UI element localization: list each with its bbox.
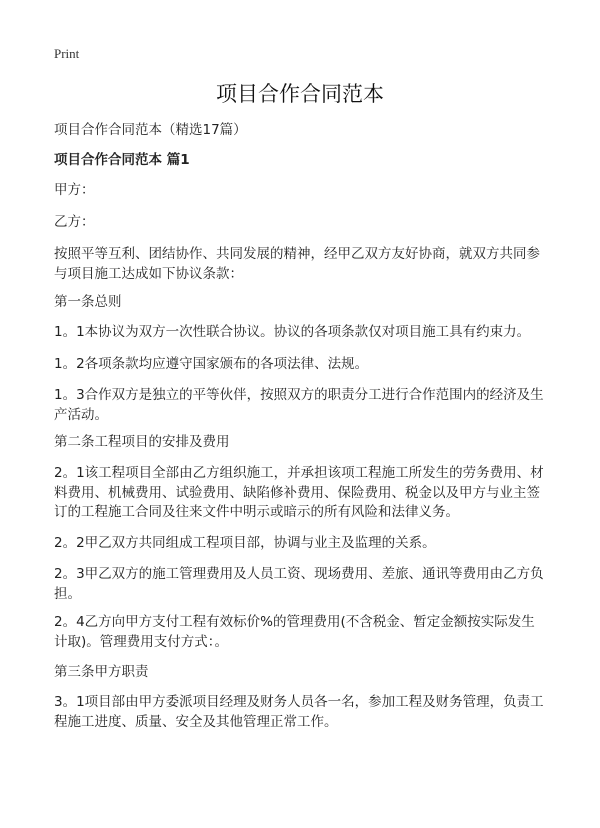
paragraph-line: 1。2各项条款均应遵守国家颁布的各项法律、法规。 xyxy=(54,356,369,372)
paragraph-line: 第一条总则 xyxy=(54,294,122,310)
paragraph xyxy=(54,613,535,652)
paragraph xyxy=(54,245,540,284)
paragraph-line: 甲方： xyxy=(54,182,95,198)
paragraph-line: 程施工进度、质量、安全及其他管理正常工作。 xyxy=(54,713,338,730)
paragraph-line: 1。1本协议为双方一次性联合协议。协议的各项条款仅对项目施工具有约束力。 xyxy=(54,324,531,340)
paragraph-line: 2。3甲乙双方的施工管理费用及人员工资、现场费用、差旅、通讯等费用由乙方负 xyxy=(54,566,544,582)
paragraph xyxy=(54,464,544,523)
paragraph-line: 订的工程施工合同及往来文件中明示或暗示的所有风险和法律义务。 xyxy=(54,504,459,520)
paragraph xyxy=(54,663,149,683)
paragraph xyxy=(54,323,530,343)
paragraph-line: 1。3合作双方是独立的平等伙伴，按照双方的职责分工进行合作范围内的经济及生 xyxy=(54,387,544,403)
paragraph xyxy=(54,565,544,604)
paragraph xyxy=(54,181,95,201)
paragraph-line: 按照平等互利、团结协作、共同发展的精神，经甲乙双方友好协商，就双方共同参 xyxy=(54,246,540,262)
paragraph-line: 计取)。管理费用支付方式：。 xyxy=(54,633,229,650)
paragraph-line: 2。4乙方向甲方支付工程有效标价%的管理费用(不含税金、暂定金额按实际发生 xyxy=(54,614,535,630)
paragraph xyxy=(54,693,544,732)
print-link[interactable]: Print xyxy=(54,46,80,61)
paragraph xyxy=(54,386,544,425)
paragraph-line: 乙方： xyxy=(54,214,95,230)
paragraph xyxy=(54,355,368,375)
paragraph-line: 第三条甲方职责 xyxy=(54,664,149,680)
document-subtitle: 项目合作合同范本（精选17篇） xyxy=(54,122,247,138)
paragraph-line: 3。1项目部由甲方委派项目经理及财务人员各一名，参加工程及财务管理，负责工 xyxy=(54,694,544,710)
paragraph-line: 担。 xyxy=(54,585,81,602)
paragraph-line: 2。2甲乙双方共同组成工程项目部，协调与业主及监理的关系。 xyxy=(54,535,436,551)
section-heading: 项目合作合同范本 篇1 xyxy=(54,152,190,168)
paragraph xyxy=(54,433,230,453)
paragraph-line: 料费用、机械费用、试验费用、缺陷修补费用、保险费用、税金以及甲方与业主签 xyxy=(54,484,540,501)
page-title: 项目合作合同范本 xyxy=(216,82,384,106)
paragraph xyxy=(54,293,122,313)
paragraph-line: 2。1该工程项目全部由乙方组织施工，并承担该项工程施工所发生的劳务费用、材 xyxy=(54,465,544,481)
paragraph-line: 与项目施工达成如下协议条款： xyxy=(54,265,243,282)
paragraph xyxy=(54,534,436,554)
paragraph xyxy=(54,213,95,233)
paragraph-line: 产活动。 xyxy=(54,406,108,423)
paragraph-line: 第二条工程项目的安排及费用 xyxy=(54,434,230,450)
